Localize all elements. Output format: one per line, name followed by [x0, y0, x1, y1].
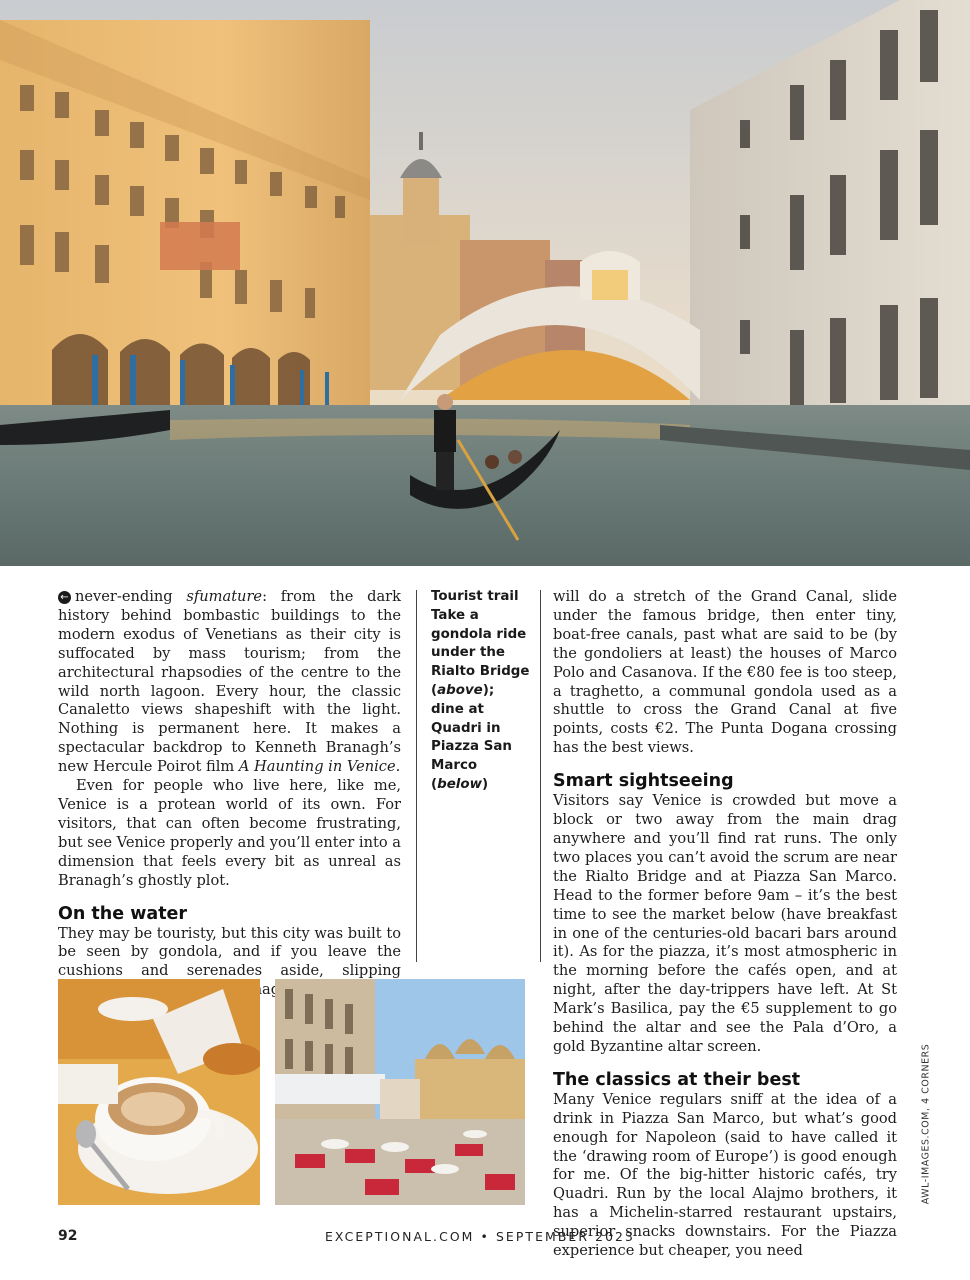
caption-title: Tourist trail — [431, 589, 519, 604]
arrow-left-circle-icon: ← — [58, 591, 71, 604]
photo-credit: AWL-IMAGES.COM, 4 CORNERS — [920, 1043, 932, 1205]
film-title: A Haunting in Venice — [238, 758, 396, 776]
article-column-right — [553, 588, 897, 1261]
article-column-left — [58, 588, 401, 1019]
paragraph: Visitors say Venice is crowded but move a block or two away from the main drag anywhere and you’ll find rat runs. The only two places you can’t avoid the scrum are near the Rialto Bridge and at Piazza San Marco. Head to the former before 9am – it’s the best time to see the market below (have breakfast in one of the centuries-old bacari bars around it). As for the piazza, it’s most atmospheric in the morning before the cafés open, and at night, after the day-trippers have left. At St Mark’s Basilica, pay the €5 supplement to go behind the altar and see the Pala d’Oro, a gold Byzantine altar screen. — [553, 792, 897, 1055]
paragraph: ← never-ending sfumature: from the dark history behind bombastic buildings to the modern exodus of Venetians as their city is suffocated by mass tourism; from the architectural rhapsodies of the centre to the wild north lagoon. Every hour, the classic Canaletto views shapeshift with the light. Nothing is permanent here. It makes a spectacular backdrop to Kenneth Branagh’s new Hercule Poirot film A Haunting in Venice. — [58, 588, 401, 776]
paragraph: Many Venice regulars sniff at the idea of a drink in Piazza San Marco, but what’s good enough for Napoleon (said to have called it the ‘drawing room of Europe’) is good enough for me. Of the big-hitter historic cafés, try Quadri. Run by the local Alajmo brothers, it has a Michelin-starred restaurant upstairs, superior snacks downstairs. For the Piazza experience but cheaper, you need — [553, 1090, 897, 1260]
column-rule — [416, 590, 417, 962]
column-rule — [540, 590, 541, 962]
hero-photo-rialto-bridge — [0, 0, 970, 566]
section-heading: Smart sightseeing — [553, 771, 734, 792]
paragraph: will do a stretch of the Grand Canal, slide under the famous bridge, then enter tiny, boat-free canals, past what are said to be (by the gondoliers at least) the houses of Marco Polo and Casanova. If the €80 fee is too steep, a traghetto, a communal gondola used as a shuttle to cross the Grand Canal at five points, costs €2. The Punta Dogana crossing has the best views. — [553, 588, 897, 757]
paragraph: They may be touristy, but this city was built to be seen by gondola, and if you leave the cushions and serenades aside, slipping — [58, 924, 401, 980]
photo-piazza-san-marco — [275, 979, 525, 1205]
paragraph: Even for people who live here, like me, Venice is a protean world of its own. For visitors, that can often become frustrating, but see Venice properly and you’ll enter into a dimension that feels every bit as unreal as Branagh’s ghostly plot. — [58, 777, 401, 889]
publication-footer: EXCEPTIONAL.COM • SEPTEMBER 2023 — [324, 1229, 636, 1244]
section-heading: On the water — [58, 903, 188, 924]
photo-cappuccino-croissant — [58, 979, 260, 1205]
section-heading: The classics at their best — [553, 1069, 801, 1090]
photo-caption: Tourist trail Take a gondola ride under the Rialto Bridge (above); dine at Quadri in Piazza San Marco (below) — [431, 589, 530, 792]
page-number: 92 — [58, 1228, 78, 1244]
